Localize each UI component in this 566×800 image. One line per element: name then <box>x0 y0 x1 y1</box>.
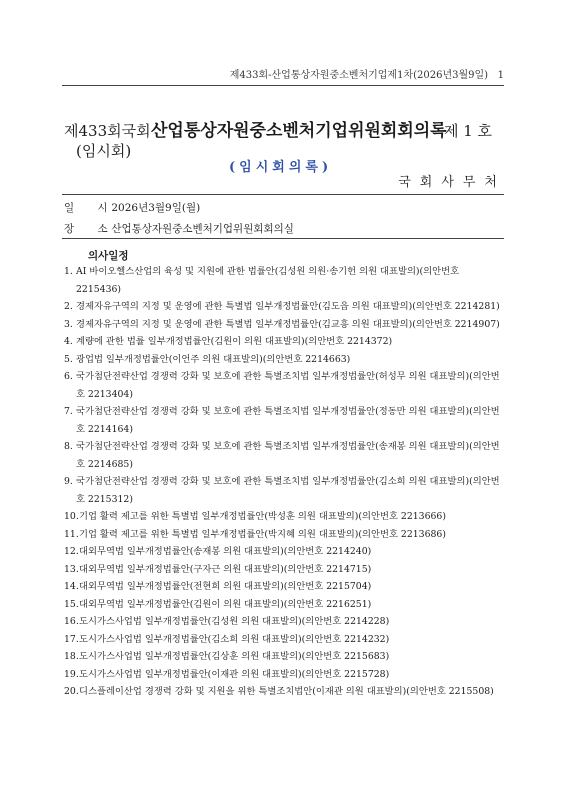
agenda-item-number: 10. <box>64 511 79 522</box>
agenda-item-text: 국가첨단전략산업 경쟁력 강화 및 보호에 관한 특별조치법 일부개정법률안(정동만 의원 대표발의)(의안번호 2214164) <box>76 406 500 435</box>
agenda-item <box>64 613 506 631</box>
agenda-item-number: 9. <box>64 476 73 487</box>
agenda-item-text: 경제자유구역의 지정 및 운영에 관한 특별법 일부개정법률안(김교흥 의원 대표발의)(의안번호 2214907) <box>76 318 500 330</box>
meta-place-label: 장 소 <box>64 223 118 235</box>
agenda-item-number: 17. <box>64 633 79 645</box>
agenda-item-number: 15. <box>64 598 79 610</box>
agenda-item <box>64 403 506 438</box>
agenda-heading: 의사일정 <box>88 250 129 262</box>
agenda-item-number: 8. <box>64 441 73 452</box>
agenda-item <box>64 561 506 579</box>
meta-date-row <box>64 200 200 215</box>
agenda-item-text: 대외무역법 일부개정법률안(구자근 의원 대표발의)(의안번호 2214715) <box>79 563 372 575</box>
agenda-item <box>64 508 506 526</box>
agenda-item-text: 디스플레이산업 경쟁력 강화 및 지원을 위한 특별조치법안(이재관 의원 대표발의)(의안번호 2215508) <box>79 686 494 697</box>
agenda-item-text: 도시가스사업법 일부개정법률안(김상훈 의원 대표발의)(의안번호 2215683) <box>79 651 390 662</box>
agenda-item <box>64 368 506 403</box>
agenda-item-text: 대외무역법 일부개정법률안(전현희 의원 대표발의)(의안번호 2215704) <box>79 581 372 592</box>
agenda-item-number: 20. <box>64 686 79 697</box>
meta-place-value: 산업통상자원중소벤처기업위원회회의실 <box>111 223 294 235</box>
agenda-item <box>64 333 506 351</box>
agenda-item-text: 광업법 일부개정법률안(이언주 의원 대표발의)(의안번호 2214663) <box>76 353 351 365</box>
agenda-item-number: 7. <box>64 406 73 417</box>
agenda-item-text: 기업 활력 제고를 위한 특별법 일부개정법률안(박성훈 의원 대표발의)(의안번호 2213666) <box>79 511 446 522</box>
agenda-item <box>64 596 506 614</box>
meta-place-row <box>64 221 294 236</box>
agenda-item <box>64 351 506 369</box>
agenda-item-number: 13. <box>64 563 79 575</box>
publisher: 국회사무처 <box>398 175 506 190</box>
agenda-item <box>64 298 506 316</box>
minutes-number: 제 1 호 <box>443 122 492 140</box>
agenda-item-number: 16. <box>64 616 79 627</box>
agenda-item <box>64 263 506 298</box>
page-number: 1 <box>497 70 504 81</box>
agenda-item <box>64 683 506 701</box>
agenda-item <box>64 543 506 561</box>
agenda-list <box>64 263 506 701</box>
agenda-item-text: 국가첨단전략산업 경쟁력 강화 및 보호에 관한 특별조치법 일부개정법률안(김소희 의원 대표발의)(의안번호 2215312) <box>76 476 500 505</box>
meta-date-value: 2026년3월9일(월) <box>111 202 201 214</box>
running-header <box>230 66 504 81</box>
agenda-item-text: 계량에 관한 법률 일부개정법률안(김원이 의원 대표발의)(의안번호 2214372) <box>76 336 393 347</box>
session-label: 제433회국회 <box>64 122 151 140</box>
agenda-item-number: 2. <box>64 301 73 312</box>
meta-divider-bottom <box>62 238 504 239</box>
agenda-item-text: 도시가스사업법 일부개정법률안(김소희 의원 대표발의)(의안번호 2214232) <box>79 633 390 645</box>
running-header-text: 제433회-산업통상자원중소벤처기업제1차(2026년3월9일) <box>229 70 489 81</box>
agenda-item-text: 국가첨단전략산업 경쟁력 강화 및 보호에 관한 특별조치법 일부개정법률안(허성무 의원 대표발의)(의안번호 2213404) <box>76 371 500 400</box>
agenda-item <box>64 473 506 508</box>
meta-divider-top <box>62 194 504 195</box>
agenda-item-number: 3. <box>64 318 73 330</box>
minutes-subtitle: (임시회의록) <box>229 160 333 175</box>
agenda-item-number: 12. <box>64 546 79 557</box>
agenda-item <box>64 316 506 334</box>
meta-date-label: 일 시 <box>64 202 118 214</box>
agenda-item <box>64 648 506 666</box>
agenda-item-text: 경제자유구역의 지정 및 운영에 관한 특별법 일부개정법률안(김도읍 의원 대표발의)(의안번호 2214281) <box>76 301 500 312</box>
agenda-item-number: 6. <box>64 371 73 382</box>
agenda-item-number: 19. <box>64 668 79 680</box>
agenda-item-text: 기업 활력 제고를 위한 특별법 일부개정법률안(박지혜 의원 대표발의)(의안번호 2213686) <box>79 528 446 540</box>
agenda-item-text: 대외무역법 일부개정법률안(김원이 의원 대표발의)(의안번호 2216251) <box>79 598 372 610</box>
session-type: (임시회) <box>76 142 132 160</box>
agenda-item-text: 국가첨단전략산업 경쟁력 강화 및 보호에 관한 특별조치법 일부개정법률안(송재봉 의원 대표발의)(의안번호 2214685) <box>76 441 500 470</box>
agenda-item-number: 5. <box>64 353 73 365</box>
agenda-item-number: 1. <box>64 266 73 277</box>
agenda-item-text: 대외무역법 일부개정법률안(송재봉 의원 대표발의)(의안번호 2214240) <box>79 546 372 557</box>
agenda-item <box>64 526 506 544</box>
agenda-item-number: 11. <box>64 528 79 540</box>
agenda-item-text: 도시가스사업법 일부개정법률안(이재관 의원 대표발의)(의안번호 2215728) <box>79 668 390 680</box>
agenda-item-number: 4. <box>64 336 73 347</box>
header-divider <box>62 85 504 86</box>
committee-title: 산업통상자원중소벤처기업위원회회의록 <box>151 121 447 141</box>
agenda-item <box>64 438 506 473</box>
agenda-item <box>64 578 506 596</box>
agenda-item <box>64 631 506 649</box>
agenda-item <box>64 666 506 684</box>
agenda-item-text: AI 바이오헬스산업의 육성 및 지원에 관한 법률안(김성원 의원·송기헌 의원 대표발의)(의안번호 2215436) <box>76 266 460 295</box>
agenda-item-text: 도시가스사업법 일부개정법률안(김성원 의원 대표발의)(의안번호 2214228) <box>79 616 390 627</box>
agenda-item-number: 14. <box>64 581 79 592</box>
agenda-item-number: 18. <box>64 651 79 662</box>
